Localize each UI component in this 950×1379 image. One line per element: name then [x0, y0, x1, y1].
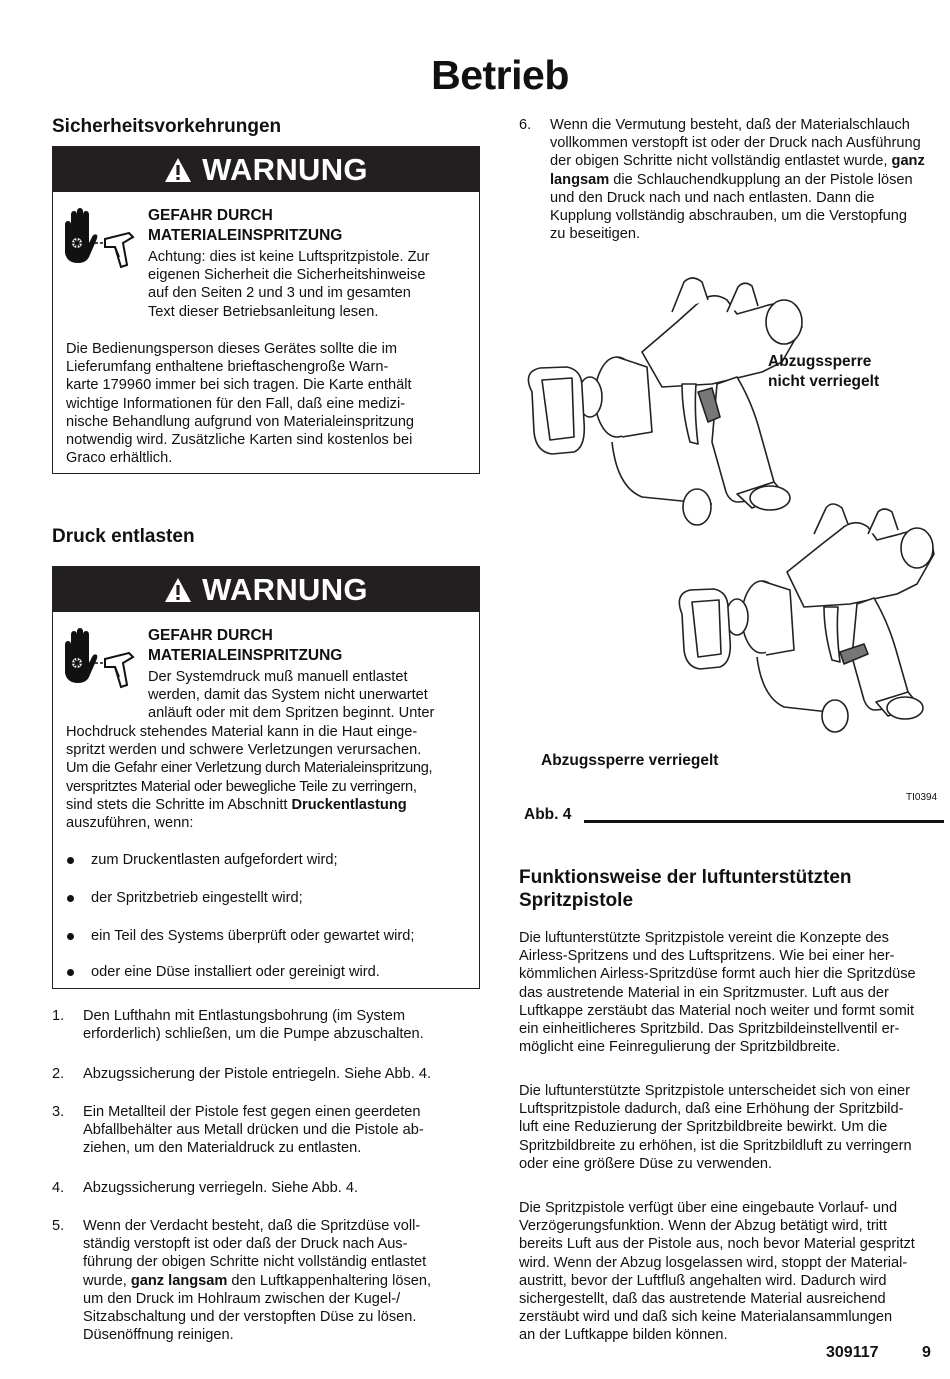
text-line: nische Behandlung aufgrund von Materialeinspritzung: [66, 413, 415, 430]
step-6: [519, 116, 944, 251]
figure-caption: Abb. 4: [524, 806, 572, 823]
text-line: sichergestellt, daß das austretende Material ausreichend: [519, 1291, 886, 1308]
caption-rule: [584, 820, 944, 823]
text-line: ständig verstopft ist oder daß der Druck nach Aus-: [83, 1236, 408, 1253]
warning-triangle-icon: [164, 157, 192, 183]
text-line: verspritztes Material oder bewegliche Teile zu verringern,: [66, 778, 417, 795]
text-span: wurde,: [83, 1272, 131, 1289]
hazard-line: GEFAHR DURCH: [148, 627, 273, 644]
warning-header: [53, 567, 479, 612]
text-line: [83, 1272, 468, 1290]
text-line: ein einheitlicheres Spritzbild. Das Spritzbildeinstellventil er-: [519, 1021, 900, 1038]
pressure-warning-box: [52, 566, 480, 989]
text-line: kömmlichen Airless-Spritzdüse formt auch hier die Spritzdüse: [519, 966, 916, 983]
spray-gun-unlocked: [528, 278, 802, 525]
hazard-title: [148, 206, 342, 246]
text-line: Die luftunterstützte Spritzpistole vereint die Konzepte des: [519, 930, 889, 946]
text-line: Abzugssicherung verriegeln. Siehe Abb. 4.: [83, 1180, 359, 1196]
bold-text: langsam: [550, 171, 610, 188]
text-line: Ein Metallteil der Pistole fest gegen einen geerdeten: [83, 1104, 421, 1120]
bold-text: ganz: [891, 153, 925, 170]
text-line: [550, 152, 950, 170]
text-line: Abfallbehälter aus Metall drücken und die Pistole ab-: [83, 1122, 424, 1139]
warning-intro: [148, 668, 434, 723]
text-line: Düsenöffnung reinigen.: [83, 1327, 234, 1344]
text-line: Graco erhältlich.: [66, 450, 173, 467]
step-number: 5.: [52, 1218, 65, 1234]
text-line: ziehen, um den Materialdruck zu entlasten.: [83, 1140, 362, 1157]
step-text: [83, 1065, 468, 1083]
function-para-3: [519, 1199, 944, 1345]
step-text: [83, 1217, 468, 1344]
warning-header: [53, 147, 479, 192]
bold-text: ganz langsam: [130, 1272, 228, 1289]
text-line: spritzt werden und schwere Verletzungen verursachen.: [66, 742, 422, 759]
warning-body: [66, 340, 414, 467]
figure-code: TI0394: [906, 792, 938, 803]
step-number: 1.: [52, 1008, 65, 1024]
text-line: Hochdruck stehendes Material kann in die Haut einge-: [66, 724, 418, 740]
page-title: Betrieb: [431, 52, 569, 98]
warning-label: WARNUNG: [202, 151, 368, 187]
step-text: [83, 1179, 468, 1197]
text-line: Funktionsweise der luftunterstützten: [519, 867, 852, 888]
text-line: Sitzabschaltung und der verstopften Düse zu lösen.: [83, 1309, 417, 1326]
page-number: 9: [922, 1344, 931, 1361]
text-line: luft eine Reduzierung der Spritzbildbreite bewirkt. Um die: [519, 1119, 888, 1136]
bullet-dot: [67, 969, 74, 976]
warning-body: [66, 723, 476, 832]
text-line: Die luftunterstützte Spritzpistole unterscheidet sich von einer: [519, 1083, 910, 1099]
text-line: austritt, bevor der Luftfluß angehalten wird. Dadurch wird: [519, 1272, 887, 1289]
text-line: Spritzpistole: [519, 890, 634, 911]
text-span: die Schlauchendkupplung an der Pistole lösen: [609, 171, 913, 188]
bold-text: Druckentlastung: [291, 796, 407, 813]
injection-hazard-icon: [61, 207, 137, 269]
text-line: Den Lufthahn mit Entlastungsbohrung (im System: [83, 1008, 406, 1024]
bullet-text: zum Druckentlasten aufgefordert wird;: [91, 852, 338, 868]
text-line: an der Luftkappe bilden können.: [519, 1327, 728, 1344]
text-line: auszuführen, wenn:: [66, 815, 194, 832]
text-line: Kupplung vollständig abschrauben, um die Verstopfung: [550, 208, 907, 225]
text-line: Abzugssicherung der Pistole entriegeln. Siehe Abb. 4.: [83, 1066, 432, 1082]
warning-intro: [148, 248, 429, 321]
text-line: vollkommen verstopft ist oder der Druck nach Ausführung: [550, 135, 921, 152]
hazard-title: [148, 626, 342, 666]
text-span: sind stets die Schritte im Abschnitt: [66, 796, 292, 813]
bullet-text: oder eine Düse installiert oder gereinigt wird.: [91, 964, 380, 980]
pressure-heading: Druck entlasten: [52, 526, 195, 547]
text-line: Airless-Spritzens und des Luftspritzens. Wie bei einer her-: [519, 948, 895, 965]
text-line: zu beseitigen.: [550, 226, 641, 243]
text-line: werden, damit das System nicht unerwartet: [148, 687, 428, 704]
step-text: [83, 1007, 468, 1043]
text-line: eigenen Sicherheit die Sicherheitshinweise: [148, 267, 426, 284]
text-line: Wenn der Verdacht besteht, daß die Spritzdüse voll-: [83, 1218, 421, 1234]
bullet-text: der Spritzbetrieb eingestellt wird;: [91, 890, 303, 906]
text-line: führung der obigen Schritte nicht vollständig entlastet: [83, 1254, 427, 1271]
text-line: Wenn die Vermutung besteht, daß der Materialschlauch: [550, 117, 910, 133]
text-line: wird. Wenn der Abzug losgelassen wird, stoppt der Material-: [519, 1254, 908, 1271]
step-text: [550, 116, 950, 243]
function-heading: [519, 866, 852, 912]
spray-gun-figure: [512, 272, 947, 797]
injection-hazard-icon: [61, 627, 137, 689]
bullet-dot: [67, 857, 74, 864]
text-line: Achtung: dies ist keine Luftspritzpistole. Zur: [148, 249, 430, 265]
text-line: um den Druck im Hohlraum zwischen der Kugel-/: [83, 1290, 401, 1307]
text-line: oder eine größere Düse zu verwenden.: [519, 1155, 773, 1172]
function-para-2: [519, 1082, 944, 1173]
doc-number: 309117: [826, 1344, 879, 1361]
text-line: das austretende Material in ein Spritzmuster. Luft aus der: [519, 984, 889, 1001]
step-number: 4.: [52, 1180, 65, 1196]
hazard-line: MATERIALEINSPRITZUNG: [148, 227, 343, 244]
text-line: notwendig wird. Zusätzliche Karten sind kostenlos bei: [66, 432, 413, 449]
text-line: nicht verriegelt: [768, 373, 880, 390]
text-line: Die Spritzpistole verfügt über eine eingebaute Vorlauf- und: [519, 1200, 898, 1216]
step-text: [83, 1103, 468, 1158]
warning-triangle-icon: [164, 577, 192, 603]
bullet-dot: [67, 933, 74, 940]
text-line: und den Druck nach und nach entlasten. Dann die: [550, 189, 875, 206]
function-para-1: [519, 929, 944, 1056]
spray-gun-locked: [679, 504, 934, 732]
hazard-line: MATERIALEINSPRITZUNG: [148, 647, 343, 664]
text-line: Der Systemdruck muß manuell entlastet: [148, 669, 408, 685]
text-line: Lieferumfang enthaltene brieftaschengroße Warn-: [66, 359, 389, 376]
text-line: Abzugssperre: [768, 353, 872, 370]
text-line: bereits Luft aus der Pistole aus, noch bevor Material gespritzt: [519, 1236, 915, 1253]
text-line: Luftspritzpistole dadurch, daß eine Erhöhung der Spritzbild-: [519, 1101, 904, 1118]
safety-warning-box: [52, 146, 480, 474]
text-line: möglicht eine Feinregulierung der Spritzbildbreite.: [519, 1039, 841, 1056]
text-line: karte 179960 immer bei sich tragen. Die Karte enthält: [66, 377, 412, 394]
text-line: Text dieser Betriebsanleitung lesen.: [148, 303, 379, 320]
text-line: Luftkappe zerstäubt das Material noch weiter und formt somit: [519, 1002, 915, 1019]
safety-heading: Sicherheitsvorkehrungen: [52, 116, 282, 137]
text-line: Um die Gefahr einer Verletzung durch Materialeinspritzung,: [66, 760, 433, 777]
label-unlocked: [768, 352, 879, 392]
hazard-line: GEFAHR DURCH: [148, 207, 273, 224]
text-line: Die Bedienungsperson dieses Gerätes sollte die im: [66, 341, 397, 357]
text-span: der obigen Schritte nicht vollständig entlastet wurde,: [550, 153, 892, 170]
relief-steps: [52, 1007, 472, 1347]
text-line: anläuft oder mit dem Spritzen beginnt. Unter: [148, 705, 435, 722]
text-span: den Luftkappenhaltering lösen,: [227, 1272, 432, 1289]
step-number: 2.: [52, 1066, 65, 1082]
text-line: zerstäubt wird und daß sich keine Materialansammlungen: [519, 1309, 893, 1326]
text-line: Spritzbildbreite zu erhöhen, ist die Spritzbildluft zu verringern: [519, 1137, 912, 1154]
text-line: wichtige Informationen für den Fall, daß eine medizi-: [66, 395, 406, 412]
warning-label: WARNUNG: [202, 571, 368, 607]
bullet-dot: [67, 895, 74, 902]
text-line: Verzögerungsfunktion. Wenn der Abzug betätigt wird, tritt: [519, 1218, 888, 1235]
text-line: [66, 796, 476, 814]
text-line: [550, 171, 950, 189]
text-line: auf den Seiten 2 und 3 und im gesamten: [148, 285, 411, 302]
bullet-text: ein Teil des Systems überprüft oder gewartet wird;: [91, 928, 415, 944]
step-number: 6.: [519, 117, 532, 133]
text-line: erforderlich) schließen, um die Pumpe abzuschalten.: [83, 1026, 424, 1043]
step-number: 3.: [52, 1104, 65, 1120]
label-locked: Abzugssperre verriegelt: [541, 752, 719, 769]
